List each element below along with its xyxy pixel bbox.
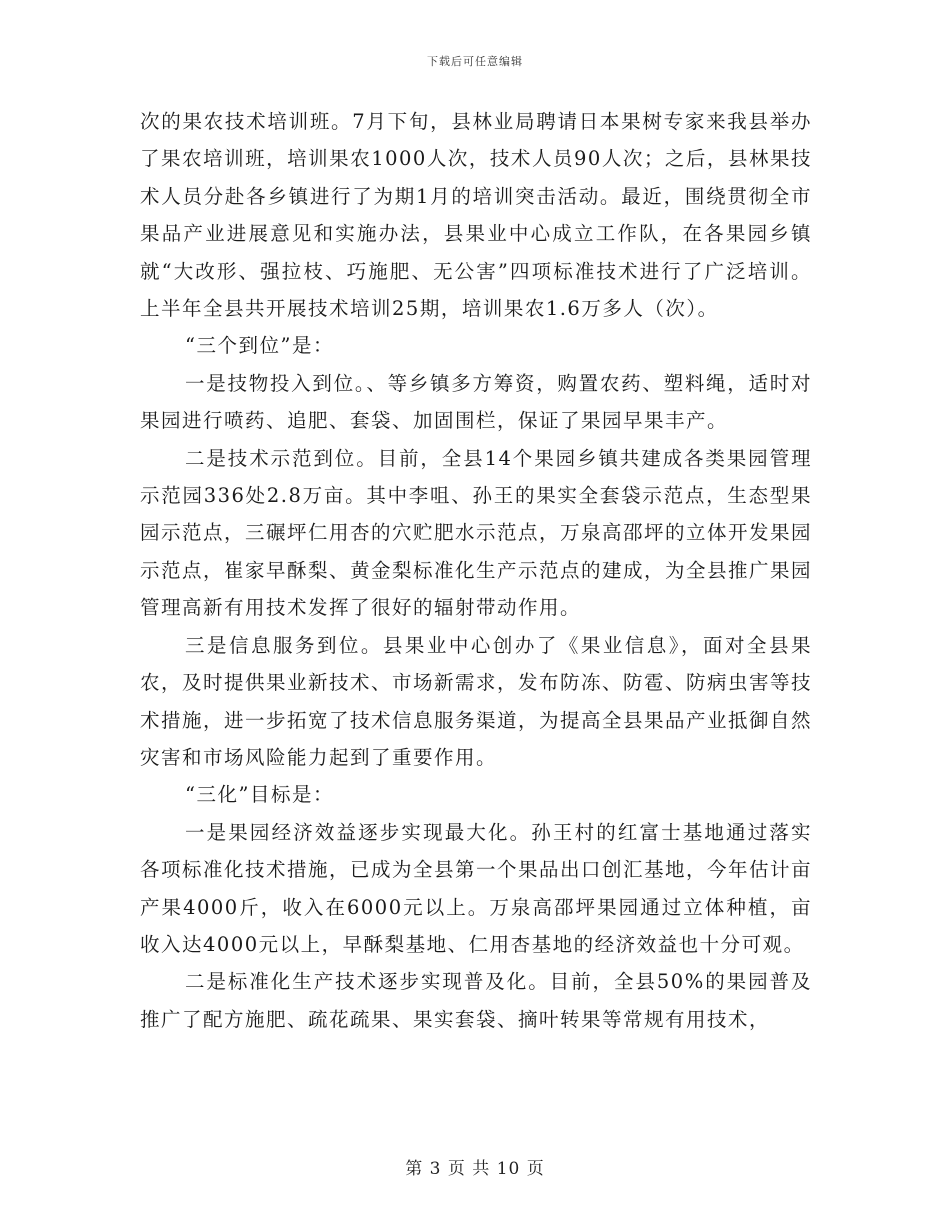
paragraph-economic-benefit: 一是果园经济效益逐步实现最大化。孙王村的红富士基地通过落实各项标准化技术措施，已成为全县第一个果品出口创汇基地，今年估计亩产果4000斤，收入在6000元以上。万泉高邵坪果园通过立体种植，亩收入达4000元以上，早酥梨基地、仁用杏基地的经济效益也十分可观。	[140, 820, 813, 956]
paragraph-technical-demonstration: 二是技术示范到位。目前，全县14个果园乡镇共建成各类果园管理示范园336处2.8万亩。其中李咀、孙王的果实全套袋示范点，生态型果园示范点，三碾坪仁用杏的穴贮肥水示范点，万泉高邵坪的立体开发果园示范点，崔家早酥梨、黄金梨标准化生产示范点的建成，为全县推广果园管理高新有用技术发挥了很好的辐射带动作用。	[140, 446, 813, 620]
paragraph-three-in-place-heading: “三个到位”是：	[185, 334, 334, 358]
paragraph-material-investment: 一是技物投入到位。、等乡镇多方筹资，购置农药、塑料绳，适时对果园进行喷药、追肥、套袋、加固围栏，保证了果园早果丰产。	[140, 371, 812, 433]
paragraph-three-goals-heading: “三化”目标是：	[185, 783, 334, 807]
paragraph-information-service: 三是信息服务到位。县果业中心创办了《果业信息》，面对全县果农，及时提供果业新技术、市场新需求，发布防冻、防雹、防病虫害等技术措施，进一步拓宽了技术信息服务渠道，为提高全县果品产业抵御自然灾害和市场风险能力起到了重要作用。	[140, 633, 813, 769]
page-header: 下载后可任意编辑	[427, 55, 523, 68]
paragraph-training-summary: 次的果农技术培训班。7月下旬，县林业局聘请日本果树专家来我县举办了果农培训班，培训果农1000人次，技术人员90人次；之后，县林果技术人员分赴各乡镇进行了为期1月的培训突击活动。最近，围绕贯彻全市果品产业进展意见和实施办法，县果业中心成立工作队，在各果园乡镇就“大改形、强拉枝、巧施肥、无公害”四项标准技术进行了广泛培训。上半年全县共开展技术培训25期，培训果农1.6万多人（次）。	[140, 110, 812, 321]
document-body	[140, 103, 812, 1038]
page-number-footer: 第 3 页 共 10 页	[405, 1159, 545, 1179]
paragraph-standardization: 二是标准化生产技术逐步实现普及化。目前，全县50%的果园普及推广了配方施肥、疏花疏果、果实套袋、摘叶转果等常规有用技术，	[140, 970, 812, 1031]
